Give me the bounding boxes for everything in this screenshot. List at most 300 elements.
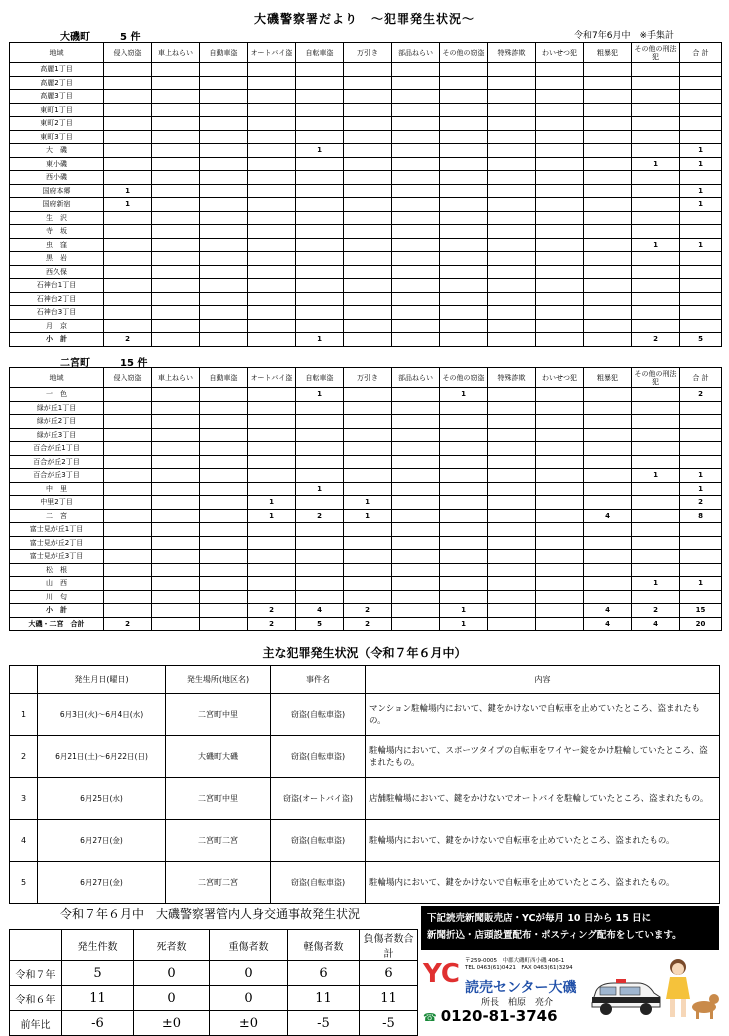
oiso-col-header: その他の刑法犯 <box>632 43 680 63</box>
traffic-table <box>9 929 418 1036</box>
area-name: 石神台1丁目 <box>10 279 104 293</box>
case-location: 二宮町中里 <box>166 694 271 736</box>
count-cell <box>488 604 536 618</box>
count-cell <box>296 577 344 591</box>
count-cell <box>392 523 440 537</box>
count-cell <box>296 130 344 144</box>
traffic-value: -5 <box>360 1011 418 1036</box>
count-cell <box>392 279 440 293</box>
count-cell <box>104 509 152 523</box>
main-col-header: 発生月日(曜日) <box>38 666 166 694</box>
count-cell <box>248 319 296 333</box>
count-cell <box>152 442 200 456</box>
oiso-area-row <box>10 279 722 293</box>
count-cell <box>200 265 248 279</box>
count-cell: 8 <box>680 509 722 523</box>
count-cell <box>536 103 584 117</box>
oiso-area-row <box>10 63 722 77</box>
case-description: マンション駐輪場内において、鍵をかけないで自転車を止めていたところ、盗まれたもの。 <box>366 694 720 736</box>
count-cell <box>680 279 722 293</box>
count-cell <box>200 577 248 591</box>
ninomiya-area-row <box>10 590 722 604</box>
count-cell: 2 <box>632 333 680 347</box>
count-cell <box>584 76 632 90</box>
ninomiya-area-row <box>10 455 722 469</box>
count-cell <box>392 103 440 117</box>
area-name: 緑が丘3丁目 <box>10 428 104 442</box>
count-cell <box>632 509 680 523</box>
case-number: 1 <box>10 694 38 736</box>
count-cell <box>344 455 392 469</box>
count-cell <box>248 238 296 252</box>
count-cell <box>440 482 488 496</box>
count-cell <box>536 523 584 537</box>
ninomiya-col-header: オートバイ盗 <box>248 368 296 388</box>
count-cell <box>248 292 296 306</box>
count-cell <box>248 130 296 144</box>
area-name: 百合が丘2丁目 <box>10 455 104 469</box>
count-cell <box>488 76 536 90</box>
oiso-area-row <box>10 103 722 117</box>
count-cell <box>104 550 152 564</box>
count-cell <box>584 265 632 279</box>
case-type: 窃盗(オートバイ盗) <box>271 778 366 820</box>
count-cell <box>680 292 722 306</box>
count-cell <box>392 225 440 239</box>
traffic-col-header: 死者数 <box>134 930 210 961</box>
area-name: 東町2丁目 <box>10 117 104 131</box>
count-cell <box>200 333 248 347</box>
count-cell <box>104 279 152 293</box>
count-cell <box>392 482 440 496</box>
count-cell <box>584 536 632 550</box>
count-cell <box>392 590 440 604</box>
count-cell <box>488 252 536 266</box>
count-cell <box>296 103 344 117</box>
count-cell <box>632 225 680 239</box>
count-cell <box>248 536 296 550</box>
count-cell <box>536 617 584 631</box>
count-cell <box>632 198 680 212</box>
traffic-value: 11 <box>62 986 134 1011</box>
count-cell <box>632 482 680 496</box>
count-cell: 1 <box>296 482 344 496</box>
count-cell <box>392 388 440 402</box>
count-cell <box>248 523 296 537</box>
count-cell <box>152 319 200 333</box>
count-cell <box>488 63 536 77</box>
oiso-col-header: 万引き <box>344 43 392 63</box>
count-cell <box>392 428 440 442</box>
count-cell <box>152 144 200 158</box>
count-cell <box>248 252 296 266</box>
area-name: 中里2丁目 <box>10 496 104 510</box>
count-cell <box>248 63 296 77</box>
count-cell <box>440 306 488 320</box>
count-cell <box>584 550 632 564</box>
count-cell <box>680 211 722 225</box>
count-cell <box>248 144 296 158</box>
area-name: 高麗3丁目 <box>10 90 104 104</box>
count-cell <box>152 415 200 429</box>
count-cell <box>536 577 584 591</box>
count-cell <box>344 401 392 415</box>
count-cell <box>296 238 344 252</box>
ninomiya-area-row <box>10 563 722 577</box>
traffic-title: 令和７年６月中 大磯警察署管内人身交通事故発生状況 <box>60 907 361 921</box>
ninomiya-col-header: 粗暴犯 <box>584 368 632 388</box>
count-cell <box>392 144 440 158</box>
count-cell: 1 <box>632 577 680 591</box>
count-cell <box>200 252 248 266</box>
count-cell <box>248 171 296 185</box>
oiso-crime-table <box>9 42 722 347</box>
case-date: 6月27日(金) <box>38 820 166 862</box>
count-cell <box>296 211 344 225</box>
count-cell <box>200 550 248 564</box>
ninomiya-total-row <box>10 617 722 631</box>
count-cell <box>632 252 680 266</box>
count-cell <box>104 496 152 510</box>
count-cell <box>632 117 680 131</box>
count-cell <box>104 90 152 104</box>
count-cell <box>296 63 344 77</box>
count-cell <box>296 292 344 306</box>
count-cell <box>488 401 536 415</box>
count-cell: 2 <box>344 617 392 631</box>
count-cell <box>104 292 152 306</box>
count-cell <box>392 577 440 591</box>
case-type: 窃盗(自転車盗) <box>271 694 366 736</box>
count-cell <box>104 144 152 158</box>
case-date: 6月27日(金) <box>38 862 166 904</box>
count-cell <box>344 536 392 550</box>
area-name: 川 匂 <box>10 590 104 604</box>
count-cell <box>344 319 392 333</box>
area-name: 国府新宿 <box>10 198 104 212</box>
count-cell <box>200 306 248 320</box>
ninomiya-area-row <box>10 523 722 537</box>
oiso-area-row <box>10 198 722 212</box>
count-cell <box>392 617 440 631</box>
oiso-col-header: 侵入窃盗 <box>104 43 152 63</box>
count-cell <box>200 117 248 131</box>
count-cell <box>440 157 488 171</box>
count-cell <box>488 171 536 185</box>
count-cell <box>344 117 392 131</box>
count-cell <box>248 90 296 104</box>
count-cell <box>488 211 536 225</box>
count-cell <box>296 523 344 537</box>
count-cell <box>248 401 296 415</box>
count-cell <box>536 455 584 469</box>
case-type: 窃盗(自転車盗) <box>271 862 366 904</box>
count-cell <box>200 442 248 456</box>
count-cell <box>296 428 344 442</box>
oiso-area-row <box>10 225 722 239</box>
count-cell <box>536 319 584 333</box>
count-cell <box>392 265 440 279</box>
count-cell <box>440 76 488 90</box>
count-cell: 2 <box>248 604 296 618</box>
count-cell <box>392 604 440 618</box>
yc-logo: YC <box>423 959 460 989</box>
ninomiya-col-header: わいせつ犯 <box>536 368 584 388</box>
count-cell <box>248 469 296 483</box>
count-cell <box>104 63 152 77</box>
count-cell <box>200 590 248 604</box>
traffic-row-label: 前年比 <box>10 1011 62 1036</box>
count-cell <box>632 428 680 442</box>
count-cell <box>440 428 488 442</box>
count-cell <box>440 238 488 252</box>
count-cell <box>488 550 536 564</box>
area-name: 石神台2丁目 <box>10 292 104 306</box>
count-cell: 1 <box>296 388 344 402</box>
count-cell <box>392 130 440 144</box>
count-cell <box>296 415 344 429</box>
area-name: 黒 岩 <box>10 252 104 266</box>
count-cell <box>200 130 248 144</box>
count-cell <box>440 509 488 523</box>
count-cell <box>248 577 296 591</box>
count-cell <box>392 455 440 469</box>
count-cell <box>584 184 632 198</box>
area-name: 松 根 <box>10 563 104 577</box>
count-cell <box>536 550 584 564</box>
ninomiya-col-header: その他の刑法犯 <box>632 368 680 388</box>
case-number: 3 <box>10 778 38 820</box>
count-cell <box>488 306 536 320</box>
count-cell: 1 <box>632 157 680 171</box>
count-cell <box>536 265 584 279</box>
count-cell <box>104 103 152 117</box>
count-cell <box>200 171 248 185</box>
count-cell <box>344 265 392 279</box>
count-cell: 20 <box>680 617 722 631</box>
count-cell <box>584 523 632 537</box>
count-cell <box>488 496 536 510</box>
count-cell <box>344 103 392 117</box>
count-cell <box>632 184 680 198</box>
count-cell <box>632 415 680 429</box>
count-cell <box>632 496 680 510</box>
traffic-value: -6 <box>62 1011 134 1036</box>
count-cell <box>392 563 440 577</box>
count-cell <box>632 103 680 117</box>
main-col-header <box>10 666 38 694</box>
count-cell <box>440 577 488 591</box>
traffic-row-label: 令和６年 <box>10 986 62 1011</box>
count-cell: 2 <box>248 617 296 631</box>
count-cell <box>152 238 200 252</box>
count-cell <box>104 117 152 131</box>
ninomiya-area-row <box>10 577 722 591</box>
count-cell <box>104 482 152 496</box>
count-cell <box>392 252 440 266</box>
oiso-area-row <box>10 184 722 198</box>
count-cell <box>248 455 296 469</box>
area-name: 小 計 <box>10 604 104 618</box>
count-cell: 2 <box>104 333 152 347</box>
ninomiya-col-header: 自動車盗 <box>200 368 248 388</box>
area-name: 緑が丘2丁目 <box>10 415 104 429</box>
traffic-value: 6 <box>360 961 418 986</box>
count-cell <box>680 550 722 564</box>
area-name: 小 計 <box>10 333 104 347</box>
count-cell <box>536 482 584 496</box>
case-type: 窃盗(自転車盗) <box>271 820 366 862</box>
count-cell <box>680 536 722 550</box>
count-cell <box>344 225 392 239</box>
count-cell <box>104 388 152 402</box>
count-cell <box>440 90 488 104</box>
count-cell <box>584 292 632 306</box>
area-name: 富士見が丘3丁目 <box>10 550 104 564</box>
count-cell <box>152 536 200 550</box>
count-cell <box>488 523 536 537</box>
area-name: 生 沢 <box>10 211 104 225</box>
count-cell <box>200 523 248 537</box>
count-cell <box>296 550 344 564</box>
count-cell <box>488 577 536 591</box>
count-cell <box>296 265 344 279</box>
ninomiya-heading: 二宮町 15 件 <box>60 358 148 369</box>
count-cell <box>536 442 584 456</box>
count-cell <box>536 496 584 510</box>
count-cell <box>536 171 584 185</box>
count-cell <box>488 563 536 577</box>
count-cell <box>584 415 632 429</box>
case-description: 駐輪場内において、鍵をかけないで自転車を止めていたところ、盗まれたもの。 <box>366 820 720 862</box>
count-cell <box>152 225 200 239</box>
count-cell <box>536 90 584 104</box>
area-name: 月 京 <box>10 319 104 333</box>
count-cell <box>680 90 722 104</box>
count-cell <box>536 388 584 402</box>
oiso-area-row <box>10 306 722 320</box>
oiso-col-header: 地域 <box>10 43 104 63</box>
crime-case-row <box>10 820 720 862</box>
count-cell <box>296 496 344 510</box>
count-cell <box>152 292 200 306</box>
case-location: 二宮町二宮 <box>166 862 271 904</box>
count-cell: 1 <box>440 604 488 618</box>
count-cell <box>392 415 440 429</box>
count-cell <box>200 279 248 293</box>
count-cell <box>104 130 152 144</box>
case-date: 6月25日(水) <box>38 778 166 820</box>
count-cell <box>248 211 296 225</box>
count-cell <box>536 536 584 550</box>
count-cell: 4 <box>584 617 632 631</box>
count-cell <box>488 279 536 293</box>
count-cell <box>200 63 248 77</box>
count-cell: 2 <box>680 388 722 402</box>
count-cell <box>632 292 680 306</box>
distribution-notice <box>421 906 719 950</box>
count-cell <box>536 469 584 483</box>
count-cell <box>488 617 536 631</box>
count-cell <box>440 117 488 131</box>
count-cell <box>200 536 248 550</box>
count-cell <box>104 590 152 604</box>
ninomiya-area-row <box>10 401 722 415</box>
count-cell: 1 <box>344 496 392 510</box>
count-cell <box>200 509 248 523</box>
count-cell <box>344 469 392 483</box>
traffic-value: 11 <box>288 986 360 1011</box>
count-cell <box>152 198 200 212</box>
yc-phone-number: 0120-81-3746 <box>440 1007 558 1025</box>
yc-store-info <box>421 955 581 1025</box>
count-cell <box>440 292 488 306</box>
case-number: 5 <box>10 862 38 904</box>
count-cell <box>344 252 392 266</box>
count-cell <box>296 401 344 415</box>
count-cell <box>248 265 296 279</box>
count-cell <box>440 550 488 564</box>
count-cell: 15 <box>680 604 722 618</box>
count-cell <box>488 238 536 252</box>
count-cell <box>344 415 392 429</box>
count-cell <box>440 333 488 347</box>
count-cell <box>488 184 536 198</box>
yc-phone <box>423 1007 558 1025</box>
count-cell <box>488 482 536 496</box>
count-cell <box>200 198 248 212</box>
crime-case-row <box>10 736 720 778</box>
area-name: 石神台3丁目 <box>10 306 104 320</box>
count-cell <box>152 265 200 279</box>
count-cell <box>152 117 200 131</box>
count-cell <box>680 455 722 469</box>
count-cell <box>584 482 632 496</box>
oiso-col-header: わいせつ犯 <box>536 43 584 63</box>
count-cell <box>248 184 296 198</box>
count-cell <box>152 184 200 198</box>
count-cell <box>392 319 440 333</box>
count-cell <box>632 76 680 90</box>
count-cell <box>152 130 200 144</box>
count-cell <box>152 509 200 523</box>
count-cell <box>680 401 722 415</box>
count-cell <box>392 306 440 320</box>
count-cell <box>632 130 680 144</box>
count-cell <box>296 90 344 104</box>
count-cell <box>440 265 488 279</box>
oiso-col-header: 自転車盗 <box>296 43 344 63</box>
area-name: 緑が丘1丁目 <box>10 401 104 415</box>
count-cell <box>488 590 536 604</box>
count-cell <box>584 496 632 510</box>
count-cell <box>296 225 344 239</box>
count-cell <box>200 563 248 577</box>
area-name: 虫 窪 <box>10 238 104 252</box>
traffic-value: 6 <box>288 961 360 986</box>
count-cell <box>440 563 488 577</box>
count-cell: 5 <box>296 617 344 631</box>
case-number: 4 <box>10 820 38 862</box>
count-cell <box>632 63 680 77</box>
count-cell <box>104 563 152 577</box>
count-cell <box>584 469 632 483</box>
count-cell <box>536 198 584 212</box>
count-cell: 1 <box>680 577 722 591</box>
count-cell <box>488 265 536 279</box>
area-name: 富士見が丘1丁目 <box>10 523 104 537</box>
count-cell <box>488 442 536 456</box>
